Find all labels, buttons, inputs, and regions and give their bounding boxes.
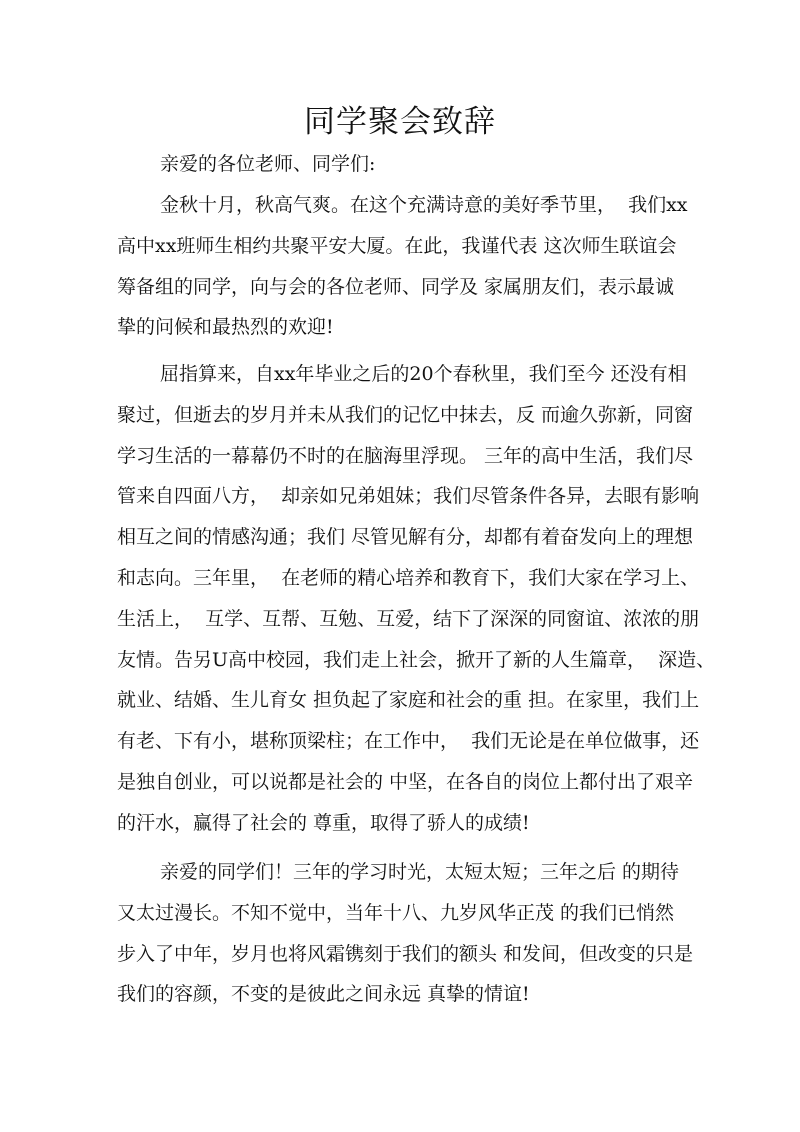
text-line: 有老、下有小，堪称顶梁柱；在工作中， 我们无论是在单位做事，还 xyxy=(117,730,700,753)
text-line: 和志向。三年里， 在老师的精心培养和教育下，我们大家在学习上、 xyxy=(117,566,700,589)
text-line: 筹备组的同学，向与会的各位老师、同学及 家属朋友们，表示最诚 xyxy=(117,275,675,298)
text-line: 又太过漫长。不知不觉中，当年十八、九岁风华正茂 的我们已悄然 xyxy=(117,901,675,924)
document-title: 同学聚会致辞 xyxy=(304,104,496,140)
text-line: 高中xx班师生相约共聚平安大厦。在此，我谨代表 这次师生联谊会 xyxy=(117,234,677,257)
text-line: 友情。告另U高中校园，我们走上社会，掀开了新的人生篇章， 深造、 xyxy=(117,648,716,671)
paragraph-1 xyxy=(117,185,688,348)
text-line: 的汗水，赢得了社会的 尊重，取得了骄人的成绩! xyxy=(117,811,530,834)
paragraph-3 xyxy=(117,852,694,1015)
text-line: 步入了中年，岁月也将风霜镌刻于我们的额头 和发间，但改变的只是 xyxy=(117,942,694,965)
paragraph-2 xyxy=(117,354,716,844)
text-line: 我们的容颜，不变的是彼此之间永远 真挚的情谊! xyxy=(117,983,530,1006)
text-line: 挚的问候和最热烈的欢迎! xyxy=(117,316,334,339)
text-line: 就业、结婚、生儿育女 担负起了家庭和社会的重 担。在家里，我们上 xyxy=(117,689,700,712)
text-line: 聚过，但逝去的岁月并未从我们的记忆中抹去，反 而逾久弥新，同窗 xyxy=(117,403,694,426)
text-line: 生活上， 互学、互帮、互勉、互爱，结下了深深的同窗谊、浓浓的朋 xyxy=(117,607,700,630)
text-line: 是独自创业，可以说都是社会的 中坚，在各自的岗位上都付出了艰辛 xyxy=(117,770,694,793)
text-line: 屈指算来，自xx年毕业之后的20个春秋里，我们至今 还没有相 xyxy=(160,363,687,385)
text-line: 亲爱的同学们！三年的学习时光，太短太短；三年之后 的期待 xyxy=(160,861,680,883)
text-line: 相互之间的情感沟通；我们 尽管见解有分，却都有着奋发向上的理想 xyxy=(117,526,694,549)
text-line: 学习生活的一幕幕仍不时的在脑海里浮现。 三年的高中生活，我们尽 xyxy=(117,444,694,467)
greeting-line: 亲爱的各位老师、同学们: xyxy=(160,153,376,175)
text-line: 金秋十月，秋高气爽。在这个充满诗意的美好季节里， 我们xx xyxy=(160,194,688,216)
text-line: 管来自四面八方， 却亲如兄弟姐妹；我们尽管条件各异，去眼有影响 xyxy=(117,485,700,508)
